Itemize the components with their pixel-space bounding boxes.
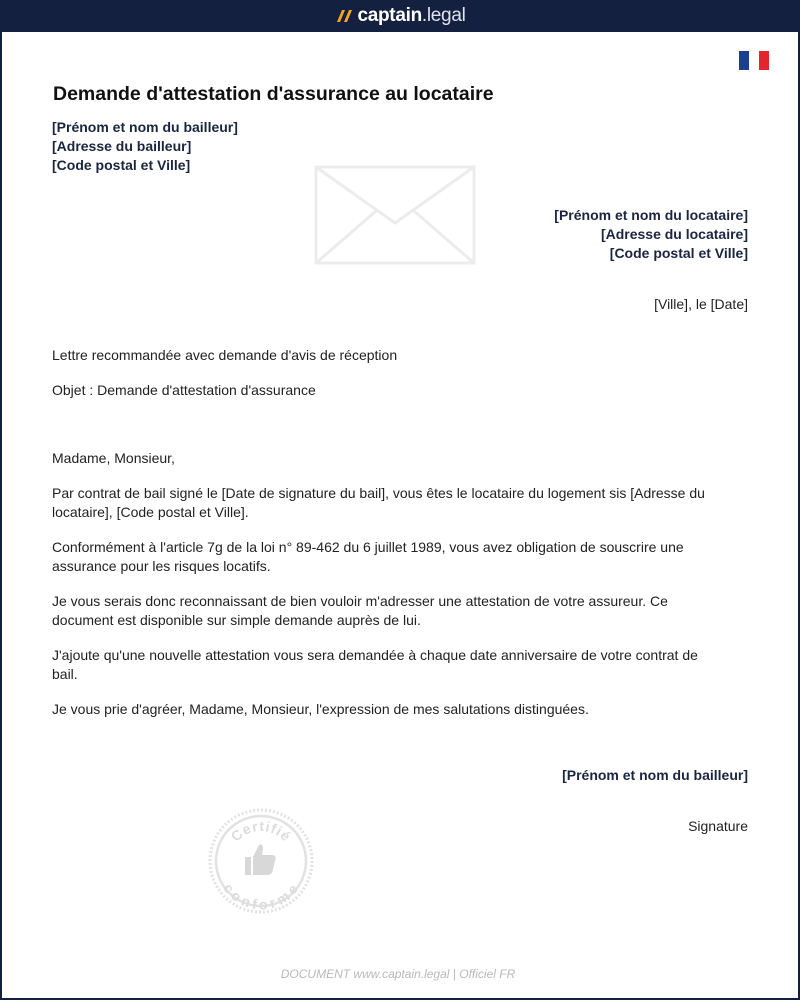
paragraph: J'ajoute qu'une nouvelle attestation vous sera demandée à chaque date anniversaire de votre contrat de bail. <box>52 647 698 682</box>
sender-block <box>52 118 238 175</box>
salutation: Madame, Monsieur, <box>52 450 175 466</box>
sender-city: [Code postal et Ville] <box>52 157 191 173</box>
recipient-block <box>554 206 748 263</box>
brand-logo[interactable] <box>334 5 465 27</box>
brand-name: captain.legal <box>357 5 466 26</box>
sender-address: [Adresse du bailleur] <box>52 138 192 154</box>
paragraph: Je vous prie d'agréer, Madame, Monsieur, l'expression de mes salutations distinguées. <box>52 701 589 717</box>
certified-stamp-icon <box>207 807 315 915</box>
sender-name: [Prénom et nom du bailleur] <box>52 119 238 135</box>
delivery-mode: Lettre recommandée avec demande d'avis de réception <box>52 347 398 363</box>
stamp-bottom-text: conforme <box>220 880 302 913</box>
stamp-top-text: Certifié <box>227 817 295 845</box>
letter-body <box>52 449 727 735</box>
recipient-city: [Code postal et Ville] <box>609 245 748 261</box>
envelope-watermark-icon <box>314 165 476 265</box>
recipient-address: [Adresse du locataire] <box>600 226 748 242</box>
french-flag-icon[interactable] <box>739 51 769 70</box>
paragraph: Conformément à l'article 7g de la loi n° 89-462 du 6 juillet 1989, vous avez obligation de souscrire une assurance pour les risques locatifs. <box>52 539 684 574</box>
top-bar <box>0 0 800 32</box>
signature-name: [Prénom et nom du bailleur] <box>562 767 748 783</box>
paragraph: Je vous serais donc reconnaissant de bien vouloir m'adresser une attestation de votre assureur. Ce document est disponible sur simple demande auprès de lui. <box>52 593 668 628</box>
recipient-name: [Prénom et nom du locataire] <box>554 207 748 223</box>
document-title: Demande d'attestation d'assurance au locataire <box>53 83 494 105</box>
footer-text: DOCUMENT www.captain.legal | Officiel FR <box>280 967 516 981</box>
captain-logo-icon <box>334 9 354 23</box>
subject-line: Objet : Demande d'attestation d'assurance <box>52 382 316 398</box>
svg-text:conforme <box>220 880 301 912</box>
signature-label: Signature <box>688 818 748 834</box>
date-line: [Ville], le [Date] <box>654 296 748 312</box>
paragraph: Par contrat de bail signé le [Date de signature du bail], vous êtes le locataire du logement sis [Adresse du locataire], [Code postal et Ville]. <box>52 485 705 520</box>
